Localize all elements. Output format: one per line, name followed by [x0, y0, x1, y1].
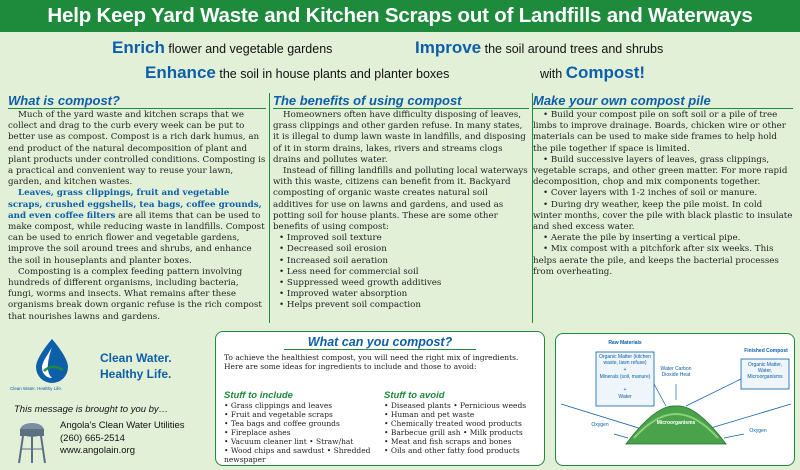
organic-matter-label: Organic Matter (kitchen waste, lawn refuse) [599, 354, 651, 366]
plus-sign-1: + [623, 367, 627, 373]
compost-pile-heading: Make your own compost pile [533, 93, 793, 109]
tagline-enhance [145, 63, 449, 83]
raw-materials-title: Raw Materials [608, 340, 642, 346]
avoid-item: • Diseased plants • Pernicious weeds [384, 401, 542, 410]
benefit-item: • Decreased soil erosion [279, 244, 529, 255]
tagline-compost [540, 63, 645, 83]
tagline-enrich [112, 38, 332, 58]
tagline-improve [415, 38, 663, 58]
compost-step: • During dry weather, keep the pile moist. In cold winter months, cover the pile with black plastic to insulate and shed excess water. [533, 199, 793, 233]
benefits-column [273, 93, 529, 312]
process-outputs-label: Water Carbon Dioxide Heat [660, 366, 692, 378]
page-title: Help Keep Yard Waste and Kitchen Scraps out of Landfills and Waterways [47, 4, 753, 27]
utility-website[interactable]: www.angolain.org [60, 445, 135, 456]
include-item: • Tea bags and coffee grounds [224, 419, 384, 428]
tagline-enhance-text: the soil in house plants and planter boxes [219, 67, 450, 81]
composting-process-diagram [555, 333, 795, 466]
tagline-enrich-text: flower and vegetable gardens [168, 42, 333, 56]
include-list [224, 401, 384, 464]
avoid-item: • Human and pet waste [384, 410, 542, 419]
avoid-item: • Oils and other fatty food products [384, 446, 542, 455]
benefit-item: • Helps prevent soil compaction [279, 300, 529, 311]
oxygen-out-arrow [724, 434, 744, 438]
include-item: • Wood chips and sawdust • Shredded newspaper [224, 446, 384, 464]
compostable-items-text: are all items that can be used to make compost, while reducing waste in landfills. Compost can be used to enrich flower and vegetable gardens, improve the soil around trees and shrubs, and enhance the soil in houseplants and planter boxes. [8, 210, 265, 266]
benefit-item: • Increased soil aeration [279, 256, 529, 267]
tagline-with: with [540, 67, 563, 81]
avoid-title: Stuff to avoid [384, 390, 445, 401]
oxygen-left-label: Oxygen [591, 422, 609, 428]
compost-pile-column [533, 93, 793, 278]
plus-sign-2: + [623, 387, 627, 393]
include-item: • Grass clippings and leaves [224, 401, 384, 410]
finished-compost-contents: Organic Matter, Water, Microorganisms [747, 362, 783, 380]
minerals-label: Minerals (soil, manure) [599, 374, 651, 380]
include-title: Stuff to include [224, 390, 293, 401]
column-divider [269, 93, 270, 323]
tagline-enhance-verb: Enhance [145, 63, 216, 82]
what-is-compost-column [8, 93, 266, 323]
water-label: Water [618, 394, 632, 400]
include-item: • Fireplace ashes [224, 428, 384, 437]
avoid-list-section [384, 390, 542, 455]
water-tower-icon [12, 420, 52, 464]
utility-name: Angola's Clean Water Utilities [60, 420, 185, 431]
avoid-list [384, 401, 542, 455]
compost-step: • Aerate the pile by inserting a vertical pipe. [543, 233, 741, 244]
tagline-improve-verb: Improve [415, 38, 482, 57]
benefits-paragraph-1: Homeowners often have difficulty disposing of leaves, grass clippings and other garden refuse. In many states, it is illegal to dump lawn waste in landfills, and disposing of it in storm drains, lakes, rivers and streams clogs drains and pollutes water. [273, 110, 526, 165]
compost-step: • Build your compost pile on soft soil or a pile of tree limbs to improve drainage. Boards, chicken wire or other materials can be used to make side frames to help hold the pile together if space is limited. [533, 110, 786, 154]
utility-contact [60, 420, 184, 458]
output-arrow [686, 379, 741, 406]
slogan-line-2: Healthy Life. [100, 367, 172, 381]
benefit-item: • Improved water absorption [279, 289, 529, 300]
tagline-enrich-verb: Enrich [112, 38, 165, 57]
tagline-improve-text: the soil around trees and shrubs [484, 42, 664, 56]
finished-compost-title: Finished Compost [744, 348, 788, 354]
clean-water-slogan [100, 350, 172, 382]
oxygen-in-arrow [614, 434, 628, 438]
include-item: • Vacuum cleaner lint • Straw/hat [224, 437, 384, 446]
what-can-you-compost-heading: What can you compost? [284, 335, 476, 350]
compost-step: • Cover layers with 1-2 inches of soil or manure. [543, 188, 758, 199]
include-list-section [224, 390, 384, 464]
benefits-paragraph-2: Instead of filling landfills and polluting local waterways with this waste, citizens can benefit from it. Backyard composting of organic waste creates natural soil additives for use on lawns and gardens, and used as potting soil for house plants. These are some other benefits of using compost: [273, 166, 528, 233]
what-is-compost-paragraph-2 [8, 188, 266, 266]
what-is-compost-heading: What is compost? [8, 93, 266, 109]
title-banner [0, 0, 800, 32]
what-can-you-compost-intro: To achieve the healthiest compost, you will need the right mix of ingredients. Here are some ideas for ingredients to include and those to avoid: [224, 353, 519, 371]
utility-phone: (260) 665-2514 [60, 432, 125, 444]
compostable-items-highlight: Leaves, grass clippings, fruit and vegetable scraps, crushed eggshells, tea bags, coffee grounds, and even coffee filters [8, 188, 262, 221]
benefits-list [279, 233, 529, 311]
input-arrow [654, 384, 666, 406]
logo-tagline: Clean Water. Healthy Life. [10, 386, 63, 391]
compost-step: • Mix compost with a pitchfork after six weeks. This helps aerate the pile, and keeps the bacterial processes from overheating. [533, 244, 779, 277]
benefits-heading: The benefits of using compost [273, 93, 529, 109]
include-item: • Fruit and vegetable scraps [224, 410, 384, 419]
what-is-compost-paragraph-1: Much of the yard waste and kitchen scraps that we collect and drag to the curb every week can be put to better use as compost. Compost is a rich dark humus, an end product of the natural decomposition of plant and plant products under controlled conditions. Composting is a practical and convenient way to reuse your lawn, garden, and kitchen wastes. [8, 110, 266, 188]
benefit-item: • Improved soil texture [279, 233, 529, 244]
water-drop-logo-icon [30, 337, 74, 383]
avoid-item: • Chemically treated wood products [384, 419, 542, 428]
sponsor-note: This message is brought to you by… [14, 404, 169, 415]
oxygen-right-label: Oxygen [749, 428, 767, 434]
slogan-line-1: Clean Water. [100, 351, 172, 365]
tagline-compost-word: Compost! [565, 63, 646, 82]
what-is-compost-paragraph-3: Composting is a complex feeding pattern involving hundreds of different organisms, including bacteria, fungi, worms and insects. What remains after these organisms break down organic refuse is the rich compost that nourishes lawns and gardens. [8, 266, 262, 322]
benefit-item: • Suppressed weed growth additives [279, 278, 529, 289]
microorganisms-label: Microorganisms [656, 420, 696, 426]
compost-step: • Build successive layers of leaves, grass clippings, vegetable scraps, and other green matter. For more rapid decomposition, chop and mix components together. [533, 154, 788, 188]
what-can-you-compost-box [215, 331, 545, 466]
benefit-item: • Less need for commercial soil [279, 267, 529, 278]
avoid-item: • Barbecue grill ash • Milk products [384, 428, 542, 437]
avoid-item: • Meat and fish scraps and bones [384, 437, 542, 446]
